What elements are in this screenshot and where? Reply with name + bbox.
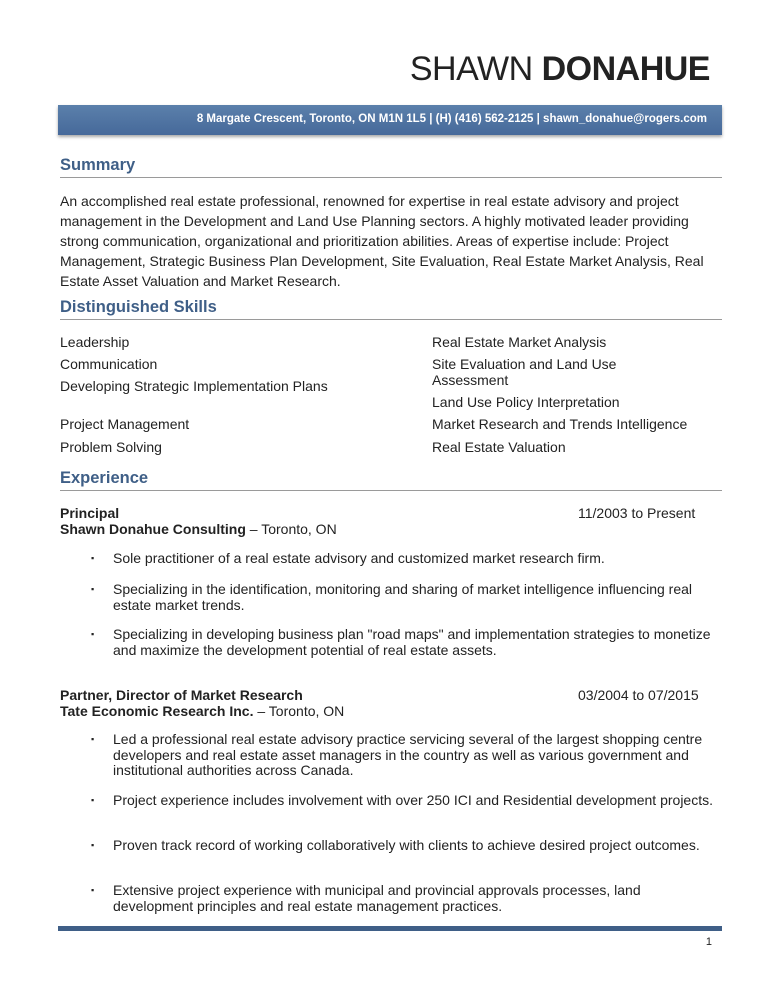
contact-info: 8 Margate Crescent, Toronto, ON M1N 1L5 | (H) (416) 562-2125 | shawn_donahue@rogers.com	[196, 113, 707, 125]
bullet-icon: ▪	[91, 734, 95, 744]
company-name: Shawn Donahue Consulting	[60, 521, 246, 537]
bullet-icon: ▪	[91, 584, 95, 594]
job-dates: 11/2003 to Present	[578, 505, 696, 521]
bullet-text: Led a professional real estate advisory practice servicing several of the largest shopping centre developers and real estate asset managers in the country as well as various government and institutional authorities across Canada.	[113, 731, 703, 778]
skill-left-2: Communication	[60, 356, 158, 372]
skill-right-5: Real Estate Valuation	[432, 439, 566, 455]
skill-left-1: Leadership	[60, 334, 130, 350]
resume-name	[410, 50, 710, 89]
job-title: Principal	[60, 505, 120, 521]
company-location: – Toronto, ON	[245, 521, 337, 537]
bullet-icon: ▪	[91, 840, 95, 850]
bullet-text: Sole practitioner of a real estate advisory and customized market research firm.	[113, 550, 605, 566]
job-company-line	[60, 521, 337, 538]
job-company-line	[60, 703, 344, 720]
bullet-text: Specializing in developing business plan "road maps" and implementation strategies to monetize and maximize the development potential of real estate assets.	[113, 626, 711, 658]
bullet-icon: ▪	[91, 553, 95, 563]
last-name: DONAHUE	[541, 50, 710, 88]
skill-left-4: Project Management	[60, 416, 190, 432]
contact-bar	[58, 105, 722, 135]
bullet-icon: ▪	[91, 795, 95, 805]
skill-right-4: Market Research and Trends Intelligence	[432, 416, 688, 432]
first-name: SHAWN	[409, 50, 533, 88]
skill-right-3: Land Use Policy Interpretation	[432, 394, 620, 410]
summary-text: An accomplished real estate professional, renowned for expertise in real estate advisory and project management in the Development and Land Use Planning sectors. A highly motivated leader providing strong communication, organizational and prioritization abilities. Areas of expertise include: Project Management, Strategic Business Plan Development, Site Evaluation, Real Estate Market Analysis, Real Estate Asset Valuation and Market Research.	[60, 193, 704, 289]
bullet-text: Specializing in the identification, monitoring and sharing of market intelligence influencing real estate market trends.	[113, 581, 693, 613]
skills-heading: Distinguished Skills	[60, 298, 722, 320]
skill-right-1: Real Estate Market Analysis	[432, 334, 607, 350]
bullet-text: Project experience includes involvement with over 250 ICI and Residential development projects.	[113, 792, 713, 808]
experience-heading: Experience	[60, 469, 722, 491]
bullet-icon: ▪	[91, 629, 95, 639]
company-location: – Toronto, ON	[253, 703, 345, 719]
skill-right-2: Site Evaluation and Land Use Assessment	[432, 356, 617, 388]
job-dates: 03/2004 to 07/2015	[578, 687, 699, 703]
job-title: Partner, Director of Market Research	[60, 687, 303, 703]
bullet-icon: ▪	[91, 885, 95, 895]
bullet-text: Extensive project experience with municipal and provincial approvals processes, land development principles and real estate management practices.	[113, 882, 641, 914]
summary-heading: Summary	[60, 156, 722, 178]
footer-rule	[58, 926, 722, 931]
skill-left-5: Problem Solving	[60, 439, 162, 455]
bullet-text: Proven track record of working collaboratively with clients to achieve desired project outcomes.	[113, 837, 700, 853]
company-name: Tate Economic Research Inc.	[60, 703, 254, 719]
page-number: 1	[705, 936, 712, 948]
skill-left-3: Developing Strategic Implementation Plans	[60, 378, 328, 394]
